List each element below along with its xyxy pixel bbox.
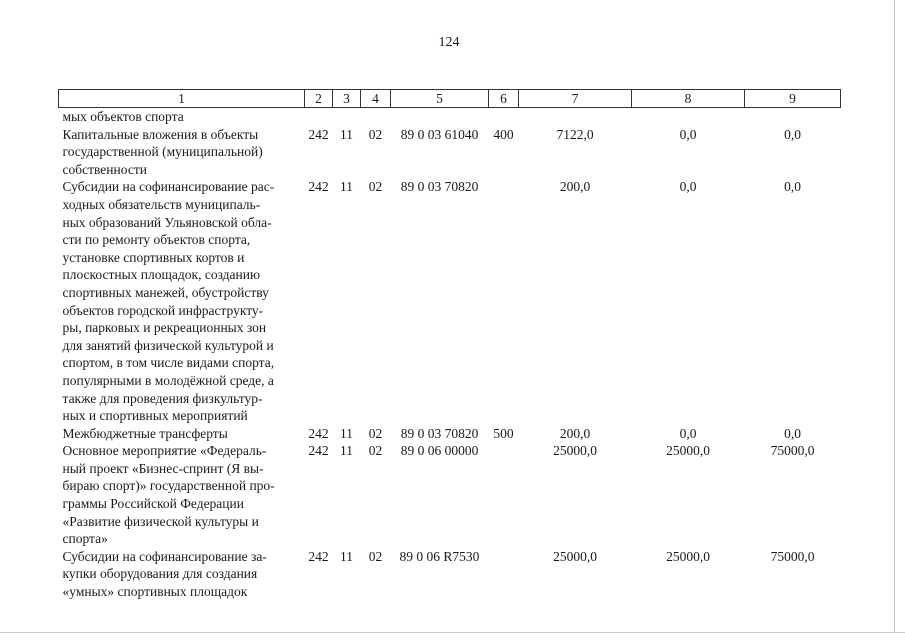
page-edge-bottom [0,632,905,633]
cell-amount-year-2: 0,0 [679,179,697,195]
cell-ministry-code [305,108,333,126]
cell-ministry-code: 242 [308,179,329,195]
cell-amount-year-3: 0,0 [784,179,801,195]
description-line: Основное мероприятие «Федераль- [62,443,267,459]
cell-ministry-code: 242 [308,126,329,142]
description-line: также для проведения физкультур- [62,390,263,406]
description-line: ный проект «Бизнес-спринт (Я вы- [62,460,264,476]
cell-subsection: 02 [368,425,383,441]
description-line: государственной (муниципальной) [62,144,263,160]
cell-amount-year-1 [519,108,632,126]
description-line: бираю спорт)» государственной про- [62,478,275,494]
cell-amount-year-2: 0,0 [679,425,697,441]
description-line: ных образований Ульяновской обла- [62,214,272,230]
cell-amount-year-3: 0,0 [784,126,801,142]
column-header-8: 8 [632,90,745,108]
description-line: Субсидии на софинансирование рас- [62,179,275,195]
cell-target-article: 89 0 03 70820 [400,425,479,441]
description-line: мых объектов спорта [62,109,184,124]
cell-target-article [391,108,489,126]
cell-amount-year-1: 7122,0 [556,126,594,142]
description-line: для занятий физической культурой и [62,337,274,353]
cell-expense-type: 500 [493,425,514,441]
column-header-1: 1 [59,90,305,108]
page-edge-right [894,0,895,632]
cell-expense-type: 400 [493,126,514,142]
table-row [59,108,841,126]
cell-amount-year-3 [745,108,841,126]
cell-section: 11 [340,179,353,195]
table-body [59,108,841,601]
column-header-4: 4 [361,90,391,108]
description-line: граммы Российской Федерации [62,496,244,512]
cell-expense-type [489,442,519,548]
cell-amount-year-3: 0,0 [784,425,801,441]
cell-expense-type [489,548,519,601]
cell-amount-year-1: 200,0 [559,425,591,441]
table-row [59,178,841,424]
cell-amount-year-1: 200,0 [559,179,591,195]
column-header-2: 2 [305,90,333,108]
description-line: плоскостных площадок, созданию [62,267,261,283]
row-description [59,425,305,443]
cell-target-article: 89 0 03 61040 [400,126,479,142]
cell-target-article: 89 0 03 70820 [400,179,479,195]
description-line: спорта» [62,531,108,547]
cell-ministry-code: 242 [308,425,329,441]
description-line: ры, парковых и рекреационных зон [62,320,267,336]
cell-section: 11 [340,126,353,142]
description-line: Капитальные вложения в объекты [62,126,259,142]
cell-expense-type [489,178,519,424]
cell-amount-year-2: 25000,0 [666,443,710,459]
description-line: популярными в молодёжной среде, а [62,372,274,388]
cell-amount-year-2: 0,0 [679,126,697,142]
cell-expense-type [489,108,519,126]
cell-amount-year-3: 75000,0 [770,548,815,564]
description-line: объектов городской инфраструкту- [62,302,264,318]
cell-section [333,108,361,126]
cell-amount-year-1: 25000,0 [553,548,597,564]
cell-subsection: 02 [368,179,383,195]
table-row [59,442,841,548]
cell-section: 11 [340,548,353,564]
page-number: 124 [438,35,460,50]
table-row [59,548,841,601]
row-description [59,178,305,424]
budget-table [58,89,841,601]
row-description [59,126,305,179]
cell-subsection [361,108,391,126]
column-header-7: 7 [519,90,632,108]
column-header-5: 5 [391,90,489,108]
cell-amount-year-3: 75000,0 [770,443,815,459]
description-line: сти по ремонту объектов спорта, [62,232,251,248]
column-header-3: 3 [333,90,361,108]
header-row [59,90,841,108]
cell-target-article: 89 0 06 00000 [400,443,479,459]
description-line: ных и спортивных мероприятий [62,408,248,424]
cell-section: 11 [340,443,353,459]
cell-amount-year-2 [632,108,745,126]
row-description [59,108,305,126]
cell-target-article: 89 0 06 R7530 [399,548,480,564]
description-line: спортом, в том числе видами спорта, [62,355,275,371]
column-header-9: 9 [745,90,841,108]
row-description [59,442,305,548]
table-header [59,90,841,108]
cell-section: 11 [340,425,353,441]
cell-ministry-code: 242 [308,548,329,564]
table-row [59,425,841,443]
cell-subsection: 02 [368,548,383,564]
description-line: ходных обязательств муниципаль- [62,196,261,212]
description-line: Субсидии на софинансирование за- [62,548,267,564]
cell-subsection: 02 [368,126,383,142]
description-line: установке спортивных кортов и [62,249,245,265]
cell-amount-year-2: 25000,0 [666,548,710,564]
cell-ministry-code: 242 [308,443,329,459]
description-line: купки оборудования для создания [62,566,258,582]
table-row [59,126,841,179]
column-header-6: 6 [489,90,519,108]
description-line: Межбюджетные трансферты [62,425,228,441]
cell-amount-year-1: 25000,0 [553,443,597,459]
description-line: спортивных манежей, обустройству [62,284,269,300]
description-line: «умных» спортивных площадок [62,584,248,600]
description-line: «Развитие физической культуры и [62,513,259,529]
cell-subsection: 02 [368,443,383,459]
description-line: собственности [62,161,147,177]
row-description [59,548,305,601]
